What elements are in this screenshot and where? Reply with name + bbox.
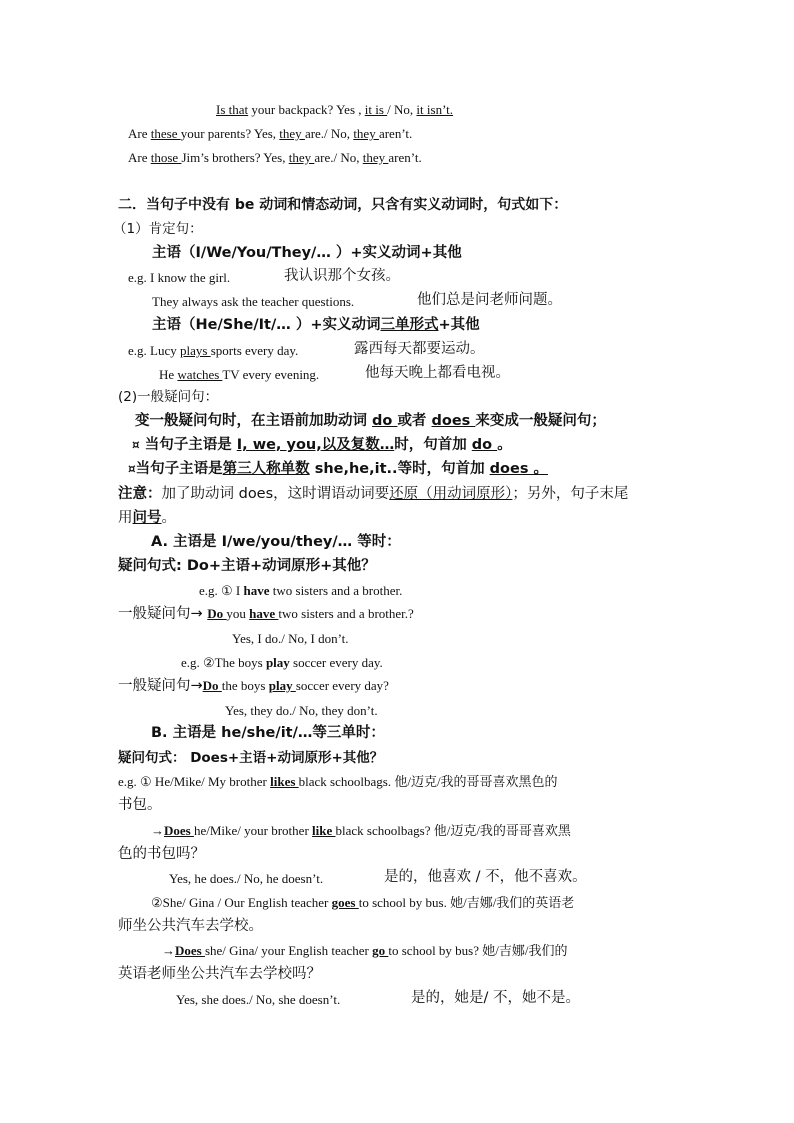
underlined-phrase: they xyxy=(279,126,305,141)
underlined-phrase: they xyxy=(362,150,389,165)
case-heading: B. 主语是 he/she/it/…等三单时： xyxy=(151,725,385,741)
question-line xyxy=(118,678,389,695)
underlined-phrase: does xyxy=(431,413,476,429)
text-run: your backpack? Yes , xyxy=(248,102,365,117)
question-line xyxy=(151,823,571,839)
text-run: 变一般疑问句时，在主语前加助动词 xyxy=(135,413,373,429)
text-run: 来变成一般疑问句； xyxy=(475,413,606,429)
text-run: 主语（He/She/It/… ）+实义动词 xyxy=(152,317,381,333)
question-line xyxy=(118,606,414,623)
underlined-phrase: do xyxy=(471,437,498,453)
text-run: ②She/ Gina / Our English teacher xyxy=(151,895,332,910)
underlined-phrase: have xyxy=(249,606,279,621)
text-run: the boys xyxy=(221,678,269,693)
text-run: e.g. ① I xyxy=(199,583,244,598)
text-run: 当句子主语是 xyxy=(135,461,223,477)
text-run: e.g. Lucy xyxy=(128,343,180,358)
underlined-phrase: it is xyxy=(364,102,388,117)
underlined-phrase: go xyxy=(372,943,389,958)
example-line xyxy=(118,774,558,790)
text-run: → xyxy=(151,823,164,838)
bullet-mark-icon: ¤ xyxy=(132,438,140,452)
example-line xyxy=(128,126,412,142)
underlined-phrase: 还原（用动词原形） xyxy=(389,486,513,502)
text-run: soccer every day? xyxy=(295,678,389,693)
text-run: 等时，句首加 xyxy=(397,461,490,477)
text-run: e.g. ②The boys xyxy=(181,655,266,670)
example-line xyxy=(151,895,574,911)
example-line xyxy=(199,583,402,599)
bullet-mark-icon: ¤ xyxy=(128,462,136,476)
subsection-heading: （1）肯定句： xyxy=(113,221,203,237)
translation: 露西每天都要运动。 xyxy=(354,341,485,357)
underlined-phrase: it isn’t. xyxy=(416,102,454,117)
bold-word: have xyxy=(243,583,270,598)
underlined-phrase: 问号 xyxy=(132,510,162,526)
underlined-phrase: Does xyxy=(175,943,205,958)
example-line xyxy=(128,343,298,359)
underlined-phrase: 以及复数… xyxy=(321,437,395,453)
text-run: 当句子主语是 xyxy=(139,437,237,453)
text-run: he/Mike/ your brother xyxy=(193,823,313,838)
formula xyxy=(152,317,480,334)
example-line xyxy=(181,655,383,671)
answer-line: Yes, she does./ No, she doesn’t. xyxy=(176,992,341,1007)
section-heading: 二．当句子中没有 be 动词和情态动词，只含有实义动词时，句式如下： xyxy=(118,197,568,213)
text-run: 用 xyxy=(118,510,133,526)
text-run: He xyxy=(159,367,178,382)
underlined-phrase: I, we, you, xyxy=(236,437,322,453)
text-run: 加了助动词 does，这时谓语动词要 xyxy=(161,486,390,502)
text-run: aren’t. xyxy=(378,126,413,141)
underlined-phrase: likes xyxy=(270,774,299,789)
translation: 他们总是问老师问题。 xyxy=(417,292,562,308)
underlined-phrase: do xyxy=(372,413,398,429)
example-line xyxy=(216,102,453,118)
underlined-phrase: 第三人称单数 xyxy=(222,461,310,477)
text-run: / No, xyxy=(387,102,417,117)
text-run: TV every evening. xyxy=(222,367,320,382)
answer-line: Yes, he does./ No, he doesn’t. xyxy=(169,871,324,886)
text-run: you xyxy=(226,606,250,621)
question-line xyxy=(162,943,567,959)
underlined-phrase: plays xyxy=(179,343,211,358)
example-line xyxy=(152,294,354,310)
question-form: 疑问句式： Does+主语+动词原形+其他？ xyxy=(118,750,384,766)
text-run: Jim’s brothers? Yes, xyxy=(181,150,289,165)
underlined-phrase: Do xyxy=(207,606,227,621)
underlined-phrase: these xyxy=(150,126,181,141)
text-run: to school by bus. 她/吉娜/我们的英语老 xyxy=(358,895,575,910)
underlined-phrase: play xyxy=(268,678,296,693)
text-run: black schoolbags. 他/迈克/我的哥哥喜欢黑色的 xyxy=(298,774,558,789)
answer-line: Yes, I do./ No, I don’t. xyxy=(232,631,349,646)
example-line xyxy=(159,367,319,383)
text-run: e.g. ① He/Mike/ My brother xyxy=(118,774,271,789)
text-run: are./ No, xyxy=(304,126,354,141)
subsection-heading: (2)一般疑问句： xyxy=(118,389,219,405)
text-run: soccer every day. xyxy=(289,655,383,670)
bold-word: play xyxy=(265,655,290,670)
note-line xyxy=(118,510,176,527)
text-run: 一般疑问句→ xyxy=(118,678,203,694)
underlined-phrase: Is that xyxy=(216,102,249,117)
text-run: e.g. I know the girl. xyxy=(128,270,231,285)
text-run: 一般疑问句→ xyxy=(118,606,208,622)
underlined-phrase: those xyxy=(150,150,182,165)
underlined-phrase: like xyxy=(312,823,336,838)
translation: 是的，他喜欢 / 不，他不喜欢。 xyxy=(384,869,587,885)
underlined-phrase: they xyxy=(288,150,315,165)
translation: 我认识那个女孩。 xyxy=(284,268,400,284)
translation: 英语老师坐公共汽车去学校吗？ xyxy=(118,966,321,982)
rule-line xyxy=(132,437,512,454)
text-run: → xyxy=(162,943,175,958)
text-run: two sisters and a brother. xyxy=(269,583,403,598)
text-run: They always ask the teacher questions. xyxy=(152,294,355,309)
text-run: 。 xyxy=(161,510,176,526)
text-run: your parents? Yes, xyxy=(180,126,280,141)
underlined-phrase: Does xyxy=(164,823,194,838)
note-line xyxy=(118,486,628,503)
underlined-phrase: watches xyxy=(177,367,223,382)
translation: 书包。 xyxy=(118,797,162,813)
translation: 是的，她是/ 不，她不是。 xyxy=(411,990,580,1006)
text-run: sports every day. xyxy=(210,343,299,358)
text-run: are./ No, xyxy=(314,150,363,165)
underlined-phrase: 三单形式 xyxy=(380,317,439,333)
text-run: she/ Gina/ your English teacher xyxy=(204,943,373,958)
example-line xyxy=(128,270,230,286)
text-run: to school by bus? 她/吉娜/我们的 xyxy=(388,943,568,958)
translation: 色的书包吗？ xyxy=(118,846,205,862)
underlined-phrase: does 。 xyxy=(489,461,548,477)
text-run: two sisters and a brother.? xyxy=(278,606,414,621)
underlined-phrase: Do xyxy=(202,678,222,693)
text-run: Are xyxy=(128,126,151,141)
case-heading: A. 主语是 I/we/you/they/… 等时： xyxy=(151,534,401,550)
underlined-phrase: they xyxy=(353,126,379,141)
text-run: +其他 xyxy=(438,317,480,333)
text-run: black schoolbags? 他/迈克/我的哥哥喜欢黑 xyxy=(335,823,571,838)
translation: 他每天晚上都看电视。 xyxy=(365,365,510,381)
text-run: she,he,it.. xyxy=(309,461,398,477)
text-run: 或者 xyxy=(397,413,432,429)
question-form: 疑问句式: Do+主语+动词原形+其他？ xyxy=(118,558,376,574)
note-label: 注意： xyxy=(118,486,162,502)
example-line xyxy=(128,150,422,166)
text-run: aren’t. xyxy=(388,150,422,165)
underlined-phrase: goes xyxy=(331,895,359,910)
text-run: ；另外，句子末尾 xyxy=(512,486,629,502)
formula: 主语（I/We/You/They/… ）+实义动词+其他 xyxy=(152,245,462,261)
text-run: 。 xyxy=(497,437,512,453)
rule-line xyxy=(135,413,606,430)
translation: 师坐公共汽车去学校。 xyxy=(118,918,263,934)
rule-line xyxy=(128,461,548,478)
answer-line: Yes, they do./ No, they don’t. xyxy=(225,703,378,718)
text-run: Are xyxy=(128,150,151,165)
text-run: 时，句首加 xyxy=(394,437,472,453)
